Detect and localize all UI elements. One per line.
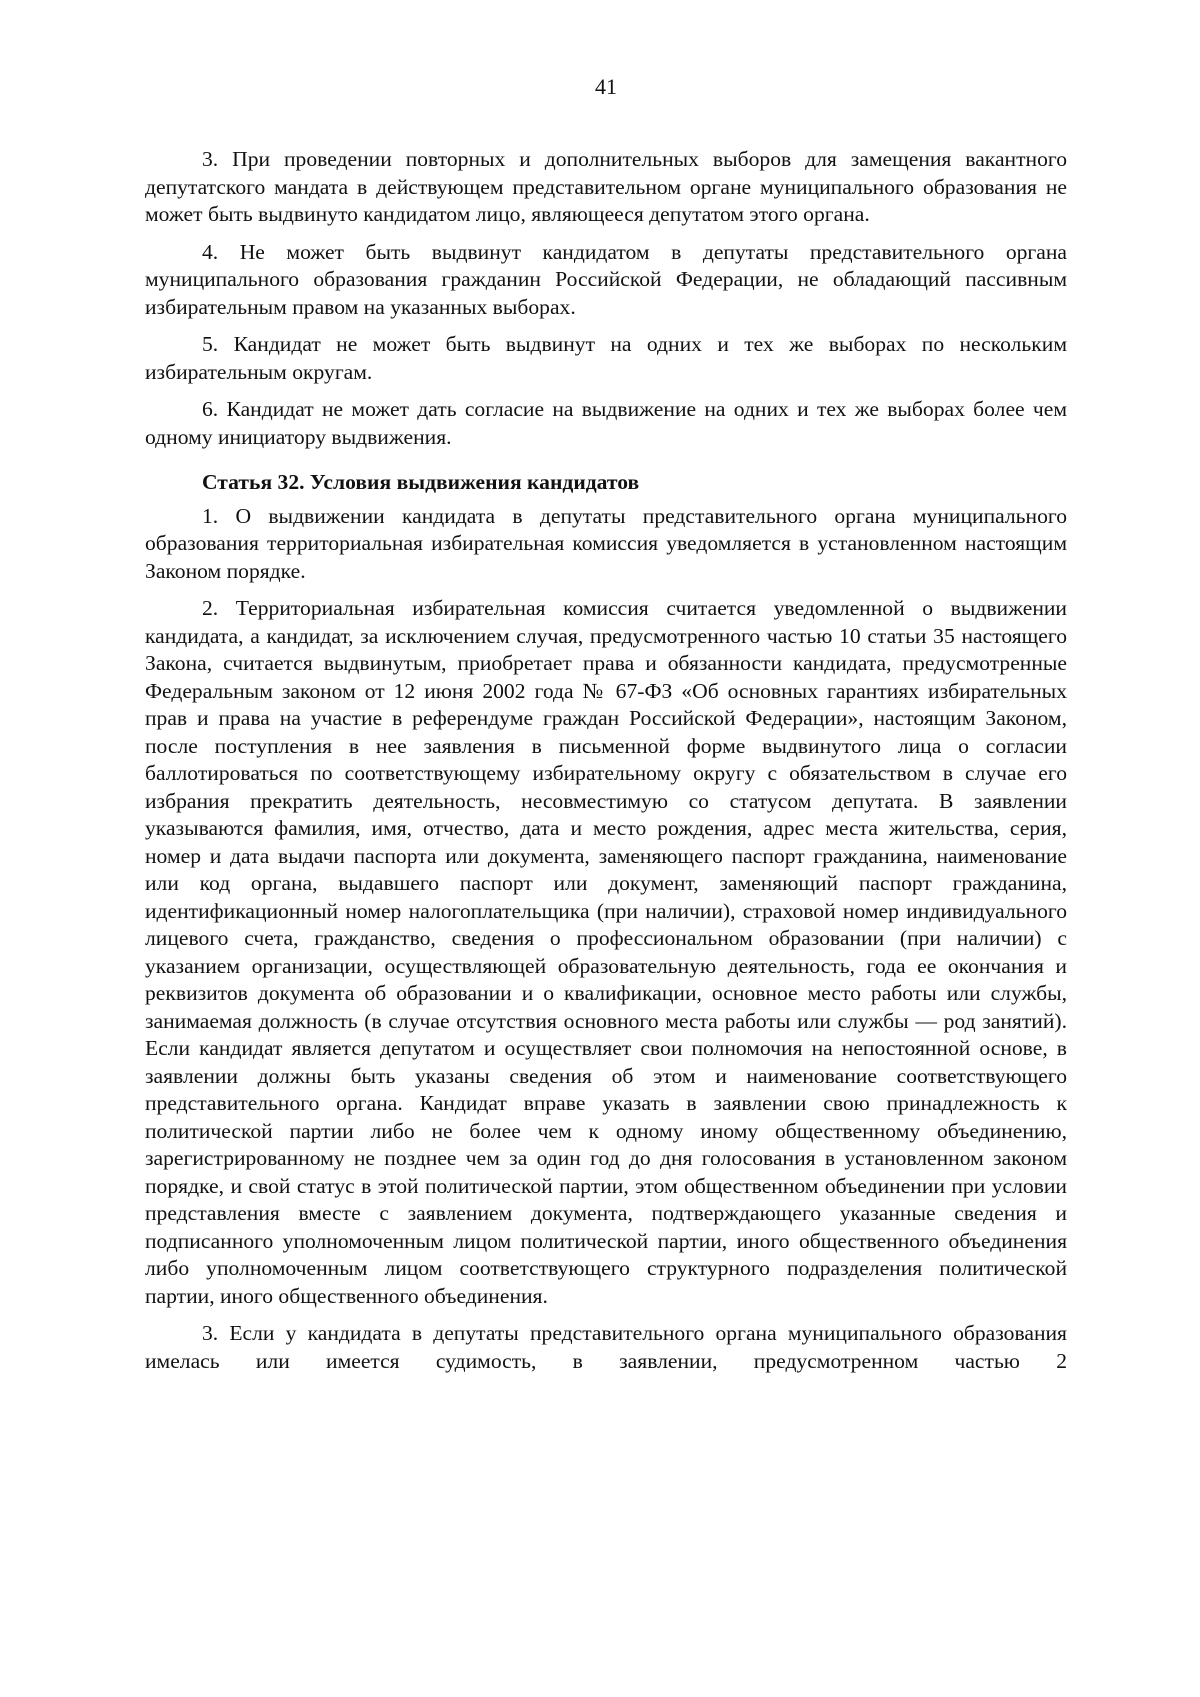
- article-paragraph-2: 2. Территориальная избирательная комиссия считается уведомленной о выдвижении кандидата, а кандидат, за исключением случая, предусмотренного частью 10 статьи 35 настоящего Закона, считается выдвинутым, приобретает права и обязанности кандидата, предусмотренные Федеральным законом от 12 июня 2002 года № 67-ФЗ «Об основных гарантиях избирательных прав и права на участие в референдуме граждан Российской Федерации», настоящим Законом, после поступления в нее заявления в письменной форме выдвинутого лица о согласии баллотироваться по соответствующему избирательному округу с обязательством в случае его избрания прекратить деятельность, несовместимую со статусом депутата. В заявлении указываются фамилия, имя, отчество, дата и место рождения, адрес места жительства, серия, номер и дата выдачи паспорта или документа, заменяющего паспорт гражданина, наименование или код органа, выдавшего паспорт или документ, заменяющий паспорт гражданина, идентификационный номер налогоплательщика (при наличии), страховой номер индивидуального лицевого счета, гражданство, сведения о профессиональном образовании (при наличии) с указанием организации, осуществляющей образовательную деятельность, года ее окончания и реквизитов документа об образовании и о квалификации, основное место работы или службы, занимаемая должность (в случае отсутствия основного места работы или службы — род занятий). Если кандидат является депутатом и осуществляет свои полномочия на непостоянной основе, в заявлении должны быть указаны сведения об этом и наименование соответствующего представительного органа. Кандидат вправе указать в заявлении свою принадлежность к политической партии либо не более чем к одному иному общественному объединению, зарегистрированному не позднее чем за один год до дня голосования в установленном законом порядке, и свой статус в этой политической партии, этом общественном объединении при условии представления вместе с заявлением документа, подтверждающего указанные сведения и подписанного уполномоченным лицом политической партии, иного общественного объединения либо уполномоченным лицом соответствующего структурного подразделения политической партии, иного общественного объединения.: [145, 596, 1067, 1308]
- article-paragraph-1: 1. О выдвижении кандидата в депутаты представительного органа муниципального образования территориальная избирательная комиссия уведомляется в установленном настоящим Законом порядке.: [145, 503, 1067, 583]
- paragraph-part-4: 4. Не может быть выдвинут кандидатом в депутаты представительного органа муниципального образования гражданин Российской Федерации, не обладающий пассивным избирательным правом на указанных выборах.: [145, 239, 1067, 319]
- paragraph-part-5: 5. Кандидат не может быть выдвинут на одних и тех же выборах по нескольким избирательным округам.: [145, 332, 1067, 384]
- document-page: [145, 0, 1067, 1697]
- page-number: 41: [595, 74, 617, 99]
- paragraph-part-3: 3. При проведении повторных и дополнительных выборов для замещения вакантного депутатского мандата в действующем представительном органе муниципального образования не может быть выдвинуто кандидатом лицо, являющееся депутатом этого органа.: [145, 147, 1067, 226]
- document-body: [145, 146, 1067, 1385]
- article-heading: Статья 32. Условия выдвижения кандидатов: [202, 470, 640, 494]
- paragraph-part-6: 6. Кандидат не может дать согласие на выдвижение на одних и тех же выборах более чем одному инициатору выдвижения.: [145, 397, 1067, 449]
- article-paragraph-3: 3. Если у кандидата в депутаты представительного органа муниципального образования имелась или имеется судимость, в заявлении, предусмотренном частью 2: [145, 1321, 1067, 1373]
